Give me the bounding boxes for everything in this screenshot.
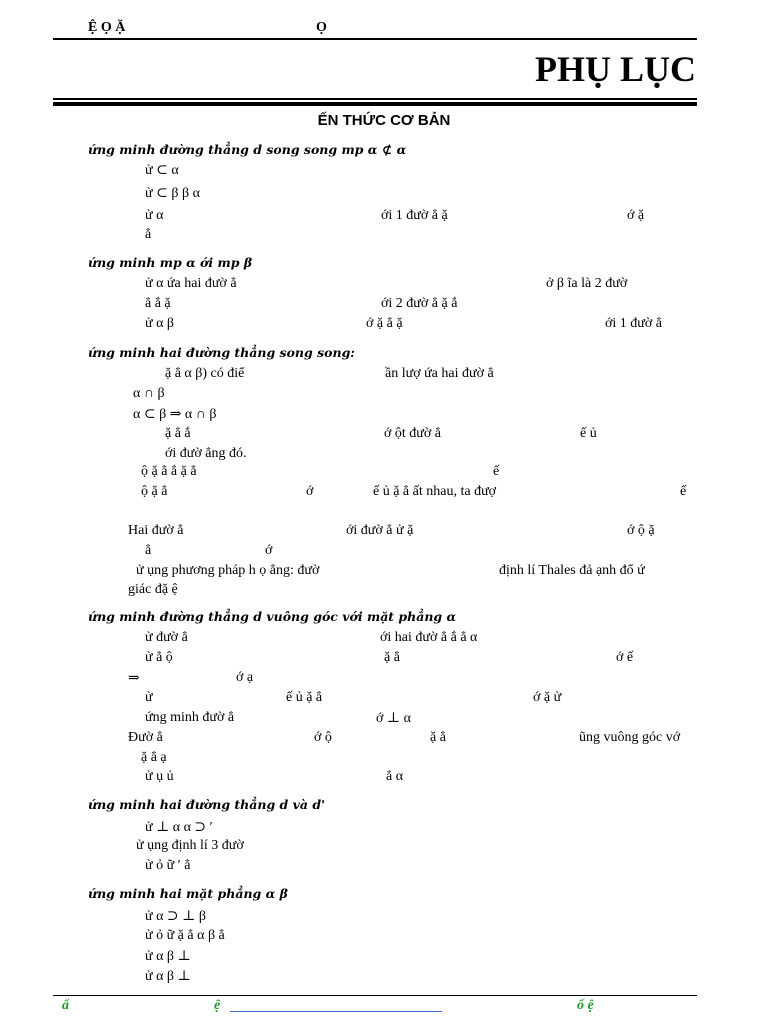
body-text-line: ới đườ ẳ ử ặ (346, 523, 414, 538)
body-text-line: ặ ẳ (384, 650, 400, 665)
body-text-line: ớ ộ (314, 730, 332, 745)
section-heading-line: ứng minh đường thẳng d vuông góc với mặt phẳng α (88, 609, 457, 624)
page-title: PHỤ LỤC (535, 49, 696, 89)
footer-link-underline[interactable] (230, 1011, 442, 1012)
body-text-line: ũng vuông góc vớ (579, 730, 681, 745)
body-text-line: ử α β ⊥ (145, 949, 191, 964)
body-text-line: ế ủ ặ ẳ ất nhau, ta đượ (373, 484, 497, 499)
section-heading-line: ứng minh hai đường thẳng d và d' (88, 797, 325, 812)
header-right-text: Ọ (316, 20, 327, 35)
footer-mid-text: ệ (214, 998, 221, 1013)
body-text-line: ớ ặ ử (533, 690, 562, 705)
header-rule (53, 38, 697, 40)
body-text-line: ử α β (145, 316, 175, 331)
footer-left-text: ấ (62, 998, 69, 1013)
body-text-line: ử ụng định lí 3 đườ (136, 838, 244, 853)
body-text-line: ớ ế (616, 650, 634, 665)
body-text-line: ới 2 đườ ẳ ặ ắ (381, 296, 458, 311)
footer-right-text: ố ệ (577, 998, 594, 1013)
footer-rule (53, 995, 697, 996)
body-text-line: ử ụ ủ (145, 769, 174, 784)
body-text-line: ẳ α (386, 769, 404, 784)
body-text-line: ớ ⊥ α (376, 711, 411, 726)
title-rule-bottom (53, 102, 697, 106)
body-text-line: ới 1 đườ ẳ ặ (381, 208, 448, 223)
body-text-line: ử ỏ ữ ′ ẳ (145, 858, 191, 873)
body-text-line: ứng minh đườ ẳ (145, 710, 235, 725)
body-text-line: ộ ặ ẳ (141, 484, 168, 499)
body-text-line: ử α ứa hai đườ ẳ (145, 276, 237, 291)
section-heading-line: ứng minh mp α ới mp β (88, 255, 253, 270)
body-text-line: ⇒ (128, 671, 140, 686)
section-heading-line: ứng minh hai đường thẳng song song: (88, 345, 355, 360)
section-heading: ẾN THỨC CƠ BẢN (317, 112, 451, 129)
body-text-line: Đườ ẳ (128, 730, 163, 745)
body-text-line: ử α ⊃ ⊥ β (145, 909, 206, 924)
body-text-line: ở β ĩa là 2 đườ (546, 276, 628, 291)
body-text-line: ế ủ (580, 426, 597, 441)
body-text-line: ớ (265, 543, 273, 558)
body-text-line: ặ ẳ α β) có điể (165, 366, 245, 381)
body-text-line: ử ỏ ữ ặ ẳ α β ẳ (145, 928, 225, 943)
body-text-line: ử ⊂ α (145, 163, 179, 178)
body-text-line: ớ ột đườ ẳ (384, 426, 441, 441)
body-text-line: ẳ (145, 227, 152, 242)
body-text-line: ử α β ⊥ (145, 969, 191, 984)
body-text-line: ẳ (145, 543, 152, 558)
title-rule-top (53, 98, 697, 100)
body-text-line: ớ ặ ẳ ặ (366, 316, 403, 331)
body-text-line: ớ ạ (236, 670, 254, 685)
body-text-line: ần lượ ứa hai đườ ẳ (385, 366, 494, 381)
body-text-line: ớ (306, 484, 314, 499)
body-text-line: ặ ẳ ạ (141, 750, 167, 765)
body-text-line: α ⊂ β ⇒ α ∩ β (133, 407, 217, 422)
body-text-line: ử đườ ẳ (145, 630, 188, 645)
body-text-line: ử ⊂ β β α (145, 186, 200, 201)
body-text-line: ặ ẳ (430, 730, 446, 745)
body-text-line: ế ủ ặ ẳ (286, 690, 323, 705)
body-text-line: ộ ặ ẳ ắ ặ ẳ (141, 464, 197, 479)
body-text-line: giác đặ ệ (128, 582, 178, 597)
body-text-line: ế (680, 484, 687, 499)
body-text-line: ẳ ắ ặ (145, 296, 171, 311)
body-text-line: ử ⊥ α α ⊃ ′ (145, 820, 213, 835)
body-text-line: ế (493, 464, 500, 479)
body-text-line: ới đườ ẳng đó. (165, 446, 247, 461)
body-text-line: ớ ộ ặ (627, 523, 655, 538)
body-text-line: định lí Thales đả ạnh đổ ứ (499, 563, 645, 578)
body-text-line: ới hai đườ ẳ ắ ẳ α (380, 630, 478, 645)
body-text-line: ử (145, 690, 153, 705)
body-text-line: ử α (145, 208, 164, 223)
body-text-line: ới 1 đườ ẳ (605, 316, 662, 331)
section-heading-line: ứng minh hai mặt phẳng α β (88, 886, 288, 901)
section-heading-line: ứng minh đường thẳng d song song mp α ⊄ α (88, 142, 407, 157)
header-left-text: Ệ Ọ Ặ (88, 20, 126, 35)
body-text-line: ớ ặ (627, 208, 645, 223)
body-text-line: ử ẳ ộ (145, 650, 173, 665)
body-text-line: ử ụng phương pháp h ọ ẳng: đườ (136, 563, 320, 578)
body-text-line: ặ ẳ ắ (165, 426, 191, 441)
body-text-line: Hai đườ ẳ (128, 523, 184, 538)
body-text-line: α ∩ β (133, 386, 165, 401)
